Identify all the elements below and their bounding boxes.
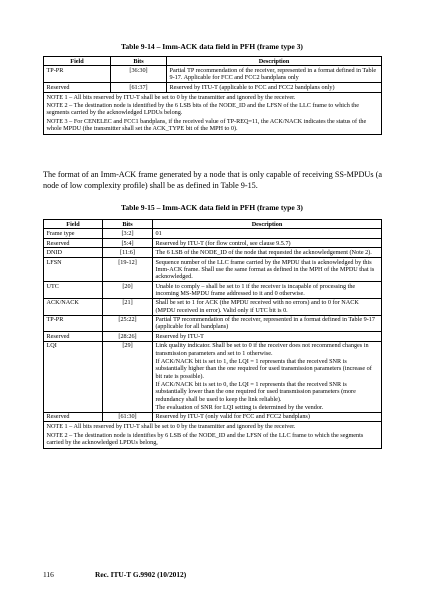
description-cell	[153, 257, 382, 281]
bits-cell: [28:26]	[103, 332, 153, 341]
description-cell	[153, 341, 382, 412]
description-cell: Partial TP recommendation of the receiver, represented in a format defined in Table 9-17. Applicable for FCC and FCC2 bandplans only	[167, 66, 382, 83]
description-paragraph: Sequence number of the LLC frame carried by the MPDU that is acknowledged by this Imm-ACK frame. Shall use the same format as defined in the MPH of the MPDU that is acknowledged.	[155, 258, 375, 281]
table-9-15	[43, 219, 382, 449]
table-row	[44, 238, 382, 247]
description-paragraph: Reserved by ITU-T (only valid for FCC and FCC2 bandplans)	[155, 413, 310, 421]
column-header-field: Field	[44, 220, 103, 229]
description-cell	[153, 248, 382, 257]
bits-cell: [21]	[103, 298, 153, 315]
table-row	[44, 257, 382, 281]
field-cell: Reserved	[44, 412, 103, 421]
bits-cell: [29]	[103, 341, 153, 412]
description-cell	[153, 282, 382, 299]
bits-cell: [20]	[103, 282, 153, 299]
note: NOTE 2 – The destination node is identified by the 6 LSB bits of the NODE_ID and the LFSN of the LLC frame to which the segments carried by the acknowledged LPDUs belong.	[46, 102, 359, 117]
description-paragraph: 01	[155, 230, 162, 238]
table-9-14	[43, 56, 382, 135]
page-footer	[43, 570, 186, 579]
table-notes	[44, 422, 382, 449]
field-cell: Reserved	[44, 332, 103, 341]
table-row	[44, 66, 382, 83]
description-paragraph: Link quality indicator. Shall be set to 0 if the receiver does not recommend changes in transmission parameters and set to 1 otherwise.	[155, 342, 369, 357]
field-cell: LQI	[44, 341, 103, 412]
description-cell	[153, 332, 382, 341]
note: NOTE 2 – The destination node is identifies by 6 LSB of the NODE_ID and the LFSN of the LLC frame to which the segments carried by the acknowledged LPDUs belong,	[46, 431, 364, 446]
description-cell	[153, 412, 382, 421]
table-notes	[44, 92, 382, 134]
table-row	[44, 229, 382, 238]
bits-cell: [25:22]	[103, 315, 153, 332]
note: NOTE 3 – For CENELEC and FCC1 bandplans, if the received value of TP-REQ=11, the ACK/NACK indicates the status of the whole MPDU (the transmitter shall set the ACK_TYPE bit of the MPH to 0).	[46, 117, 367, 133]
description-paragraph: Unable to comply – shall be set to 1 if the receiver is incapable of processing the incoming MS-MPDU frame addressed to it and 0 otherwise.	[155, 282, 356, 297]
description-paragraph: Reserved by ITU-T (for flow control, see clause 9.5.7)	[155, 239, 291, 247]
bits-cell: [11:6]	[103, 248, 153, 257]
bits-cell: [3:2]	[103, 229, 153, 238]
field-cell: DNID	[44, 248, 103, 257]
description-cell	[153, 298, 382, 315]
description-cell	[153, 315, 382, 332]
table-9-15-caption: Table 9-15 – Imm-ACK data field in PFH (frame type 3)	[121, 203, 303, 212]
table-row	[44, 341, 382, 412]
field-cell: ACK/NACK	[44, 298, 103, 315]
description-cell: Reserved by ITU-T (applicable to FCC and FCC2 bandplans only)	[167, 83, 382, 92]
table-row	[44, 412, 382, 421]
field-cell: LFSN	[44, 257, 103, 281]
bits-cell: [36:30]	[111, 66, 167, 83]
column-header-bits: Bits	[103, 220, 153, 229]
description-paragraph: The 6 LSB of the NODE_ID of the node that requested the acknowledgement (Note 2).	[155, 249, 372, 257]
description-paragraph: The evaluation of SNR for LQI setting is determined by the vendor.	[155, 403, 324, 411]
body-paragraph: The format of an Imm-ACK frame generated by a node that is only capable of receiving SS-MPDUs (a node of low complexity profile) shall be as defined in Table 9-15.	[43, 170, 382, 190]
bits-cell: [19-12]	[103, 257, 153, 281]
column-header-description: Description	[153, 220, 382, 229]
table-9-14-caption: Table 9-14 – Imm-ACK data field in PFH (frame type 3)	[121, 42, 303, 51]
field-cell: TP-PR	[44, 66, 111, 83]
bits-cell: [61:30]	[103, 412, 153, 421]
table-row	[44, 315, 382, 332]
table-row	[44, 282, 382, 299]
field-cell: Reserved	[44, 83, 111, 92]
column-header-description: Description	[167, 57, 382, 66]
column-header-bits: Bits	[111, 57, 167, 66]
description-paragraph: Partial TP recommendation of the receiver, represented in a format defined in Table 9-17 (applicable for all bandplans)	[155, 316, 375, 331]
table-row	[44, 248, 382, 257]
field-cell: TP-PR	[44, 315, 103, 332]
note: NOTE 1 – All bits reserved by ITU-T shall be set to 0 by the transmitter and ignored by the receiver.	[46, 93, 296, 101]
bits-cell: [5:4]	[103, 238, 153, 247]
description-paragraph: If ACK/NACK bit is set to 1, the LQI = 1 represents that the received SNR is substantially higher than the one required for used transmission parameters (increase of bit rate is possible).	[155, 358, 372, 380]
field-cell: Frame type	[44, 229, 103, 238]
description-paragraph: Reserved by ITU-T	[155, 332, 204, 340]
recommendation-reference: Rec. ITU-T G.9902 (10/2012)	[95, 570, 187, 579]
table-row	[44, 298, 382, 315]
bits-cell: [61:37]	[111, 83, 167, 92]
note: NOTE 1 – All bits reserved by ITU-T shall be set to 0 by the transmitter and ignored by the receiver.	[46, 423, 296, 431]
description-cell	[153, 229, 382, 238]
field-cell: UTC	[44, 282, 103, 299]
description-paragraph: Shall be set to 1 for ACK (the MPDU received with no errors) and to 0 for NACK (MPDU received in error). Valid only if UTC bit is 0.	[155, 299, 359, 314]
description-paragraph: If ACK/NACK bit is set to 0, the LQI = 1 represents that the received SNR is substantially lower than the one required for used transmission parameters (more redundancy shall be used to keep the link reliable).	[155, 380, 356, 403]
field-cell: Reserved	[44, 238, 103, 247]
column-header-field: Field	[44, 57, 111, 66]
description-cell	[153, 238, 382, 247]
table-row	[44, 83, 382, 92]
table-row	[44, 332, 382, 341]
page-number: 116	[43, 570, 54, 579]
